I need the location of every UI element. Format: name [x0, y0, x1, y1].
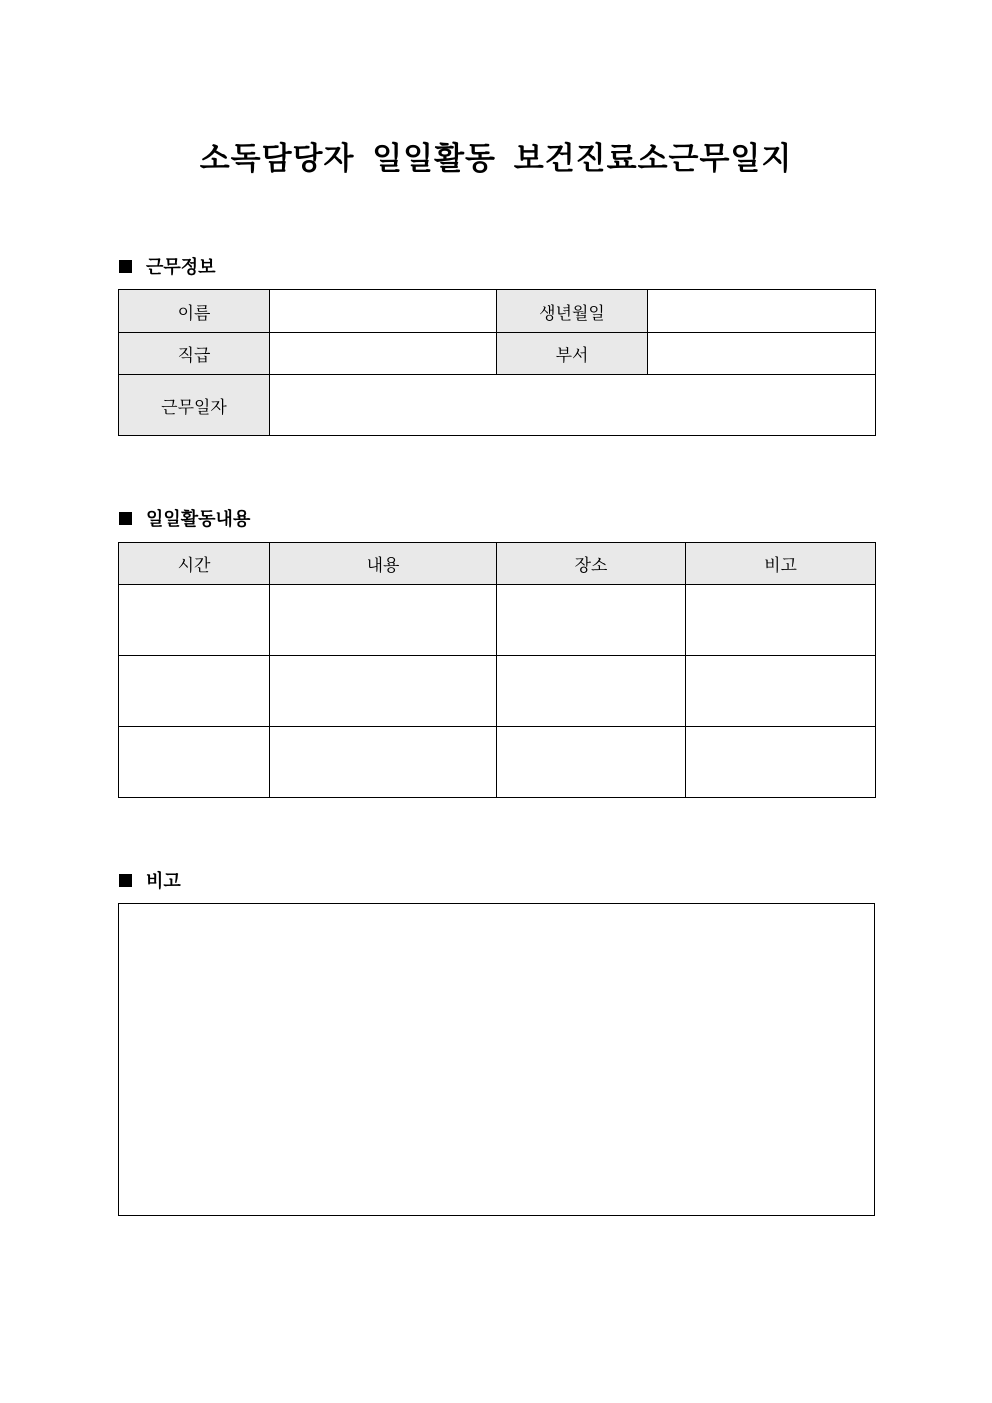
content-cell[interactable] [270, 585, 497, 656]
column-header-time: 시간 [119, 543, 270, 585]
remarks-cell[interactable] [686, 585, 876, 656]
remarks-box[interactable] [118, 903, 875, 1216]
content-cell[interactable] [270, 727, 497, 798]
section-heading-activities [119, 505, 250, 531]
place-cell[interactable] [497, 656, 686, 727]
document-title: 소독담당자 일일활동 보건진료소근무일지 [199, 141, 793, 177]
work-date-label: 근무일자 [119, 375, 270, 436]
table-row [119, 585, 876, 656]
work-info-table [118, 289, 876, 436]
position-label: 직급 [119, 333, 270, 375]
time-cell[interactable] [119, 727, 270, 798]
work-date-field[interactable] [270, 375, 876, 436]
birth-date-field[interactable] [648, 290, 876, 333]
black-square-icon [119, 874, 132, 887]
section-title: 일일활동내용 [146, 509, 251, 530]
black-square-icon [119, 512, 132, 525]
remarks-cell[interactable] [686, 656, 876, 727]
section-title: 비고 [146, 871, 181, 892]
column-header-place: 장소 [497, 543, 686, 585]
name-field[interactable] [270, 290, 497, 333]
birth-date-label: 생년월일 [497, 290, 648, 333]
column-header-content: 내용 [270, 543, 497, 585]
black-square-icon [119, 260, 132, 273]
table-row [119, 727, 876, 798]
column-header-remarks: 비고 [686, 543, 876, 585]
content-cell[interactable] [270, 656, 497, 727]
section-heading-work-info [119, 253, 216, 279]
section-title: 근무정보 [146, 257, 216, 278]
section-heading-remarks [119, 867, 181, 893]
time-cell[interactable] [119, 656, 270, 727]
table-row [119, 656, 876, 727]
remarks-cell[interactable] [686, 727, 876, 798]
department-label: 부서 [497, 333, 648, 375]
place-cell[interactable] [497, 585, 686, 656]
activities-table [118, 542, 876, 798]
name-label: 이름 [119, 290, 270, 333]
time-cell[interactable] [119, 585, 270, 656]
place-cell[interactable] [497, 727, 686, 798]
position-field[interactable] [270, 333, 497, 375]
department-field[interactable] [648, 333, 876, 375]
